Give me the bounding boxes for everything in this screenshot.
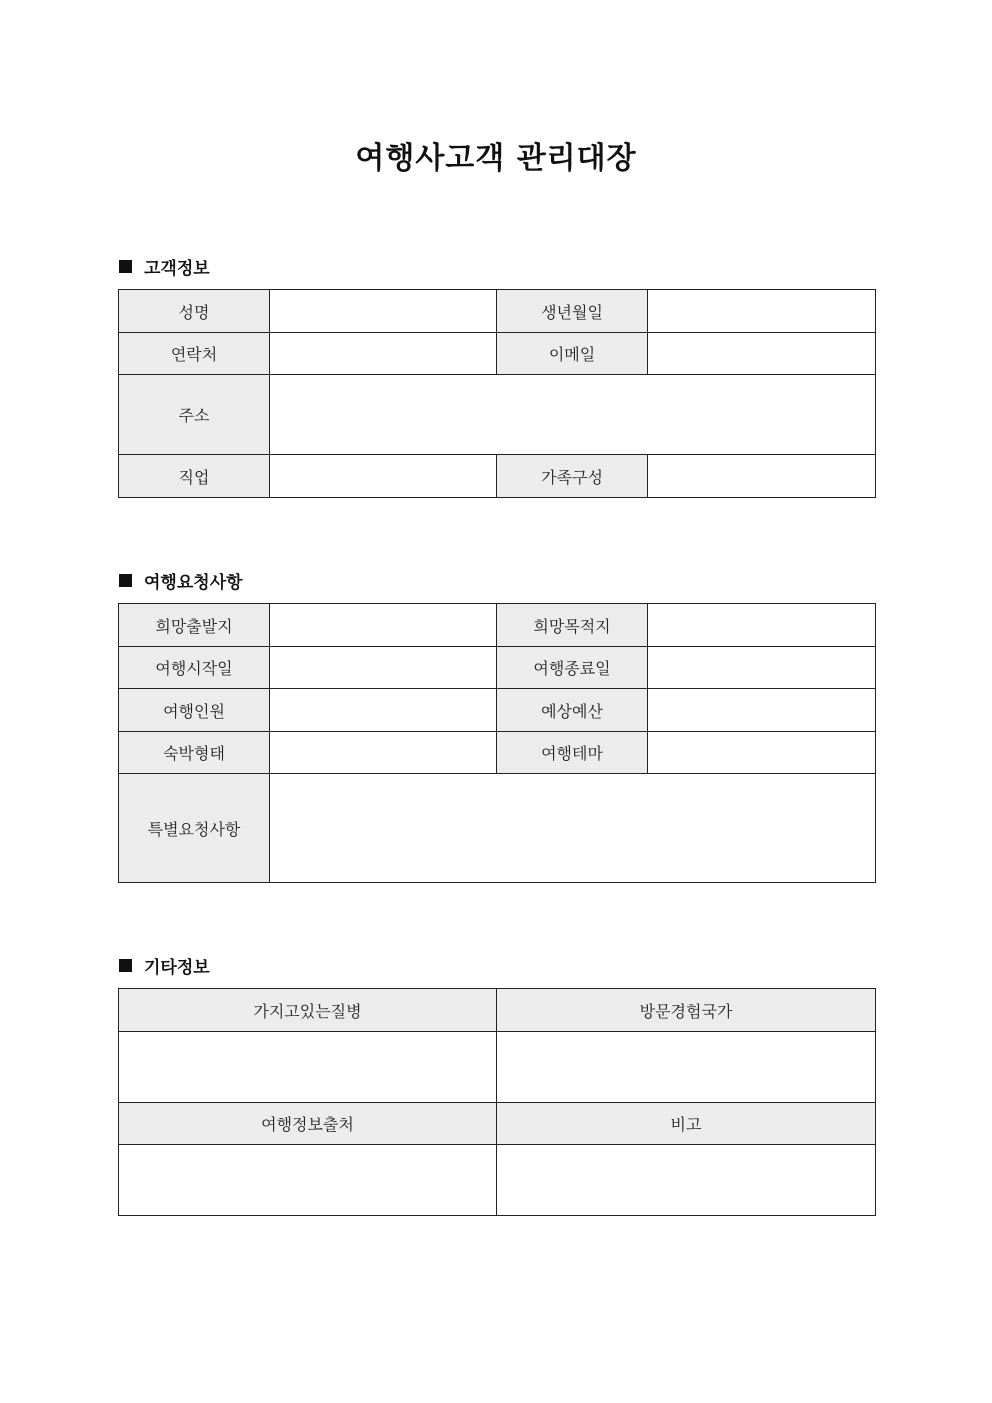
departure-field[interactable]: [270, 604, 497, 647]
end-date-label: 여행종료일: [497, 647, 648, 689]
email-label: 이메일: [497, 333, 648, 375]
customer-info-table: [118, 289, 876, 498]
page-title: 여행사고객 관리대장: [355, 141, 637, 176]
table-row: [119, 1103, 876, 1145]
table-row: [119, 647, 876, 689]
theme-label: 여행테마: [497, 732, 648, 774]
section-heading-travel-label: 여행요청사항: [144, 573, 243, 593]
other-info-table: [118, 988, 876, 1216]
job-label: 직업: [119, 455, 270, 498]
contact-label: 연락처: [119, 333, 270, 375]
section-heading-customer-label: 고객정보: [144, 259, 210, 279]
job-field[interactable]: [270, 455, 497, 498]
section-heading-other: [119, 953, 210, 978]
family-field[interactable]: [648, 455, 876, 498]
lodging-label: 숙박형태: [119, 732, 270, 774]
section-heading-other-label: 기타정보: [144, 958, 210, 978]
table-row: [119, 732, 876, 774]
budget-label: 예상예산: [497, 689, 648, 732]
destination-label: 희망목적지: [497, 604, 648, 647]
section-heading-travel: [119, 568, 243, 593]
people-label: 여행인원: [119, 689, 270, 732]
table-row: [119, 455, 876, 498]
visited-countries-field[interactable]: [497, 1032, 876, 1103]
contact-field[interactable]: [270, 333, 497, 375]
table-row: [119, 375, 876, 455]
email-field[interactable]: [648, 333, 876, 375]
family-label: 가족구성: [497, 455, 648, 498]
address-field[interactable]: [270, 375, 876, 455]
start-date-label: 여행시작일: [119, 647, 270, 689]
table-row: [119, 1145, 876, 1216]
table-row: [119, 333, 876, 375]
info-source-label: 여행정보출처: [119, 1103, 497, 1145]
special-request-field[interactable]: [270, 774, 876, 883]
travel-request-table: [118, 603, 876, 883]
start-date-field[interactable]: [270, 647, 497, 689]
square-bullet-icon: [119, 959, 132, 972]
remarks-label: 비고: [497, 1103, 876, 1145]
budget-field[interactable]: [648, 689, 876, 732]
info-source-field[interactable]: [119, 1145, 497, 1216]
birth-date-label: 생년월일: [497, 290, 648, 333]
table-row: [119, 290, 876, 333]
square-bullet-icon: [119, 260, 132, 273]
departure-label: 희망출발지: [119, 604, 270, 647]
name-field[interactable]: [270, 290, 497, 333]
birth-date-field[interactable]: [648, 290, 876, 333]
section-heading-customer: [119, 254, 210, 279]
table-row: [119, 604, 876, 647]
table-row: [119, 689, 876, 732]
illness-label: 가지고있는질병: [119, 989, 497, 1032]
address-label: 주소: [119, 375, 270, 455]
visited-countries-label: 방문경험국가: [497, 989, 876, 1032]
square-bullet-icon: [119, 574, 132, 587]
theme-field[interactable]: [648, 732, 876, 774]
special-request-label: 특별요청사항: [119, 774, 270, 883]
remarks-field[interactable]: [497, 1145, 876, 1216]
table-row: [119, 989, 876, 1032]
table-row: [119, 1032, 876, 1103]
illness-field[interactable]: [119, 1032, 497, 1103]
end-date-field[interactable]: [648, 647, 876, 689]
destination-field[interactable]: [648, 604, 876, 647]
people-field[interactable]: [270, 689, 497, 732]
lodging-field[interactable]: [270, 732, 497, 774]
table-row: [119, 774, 876, 883]
name-label: 성명: [119, 290, 270, 333]
